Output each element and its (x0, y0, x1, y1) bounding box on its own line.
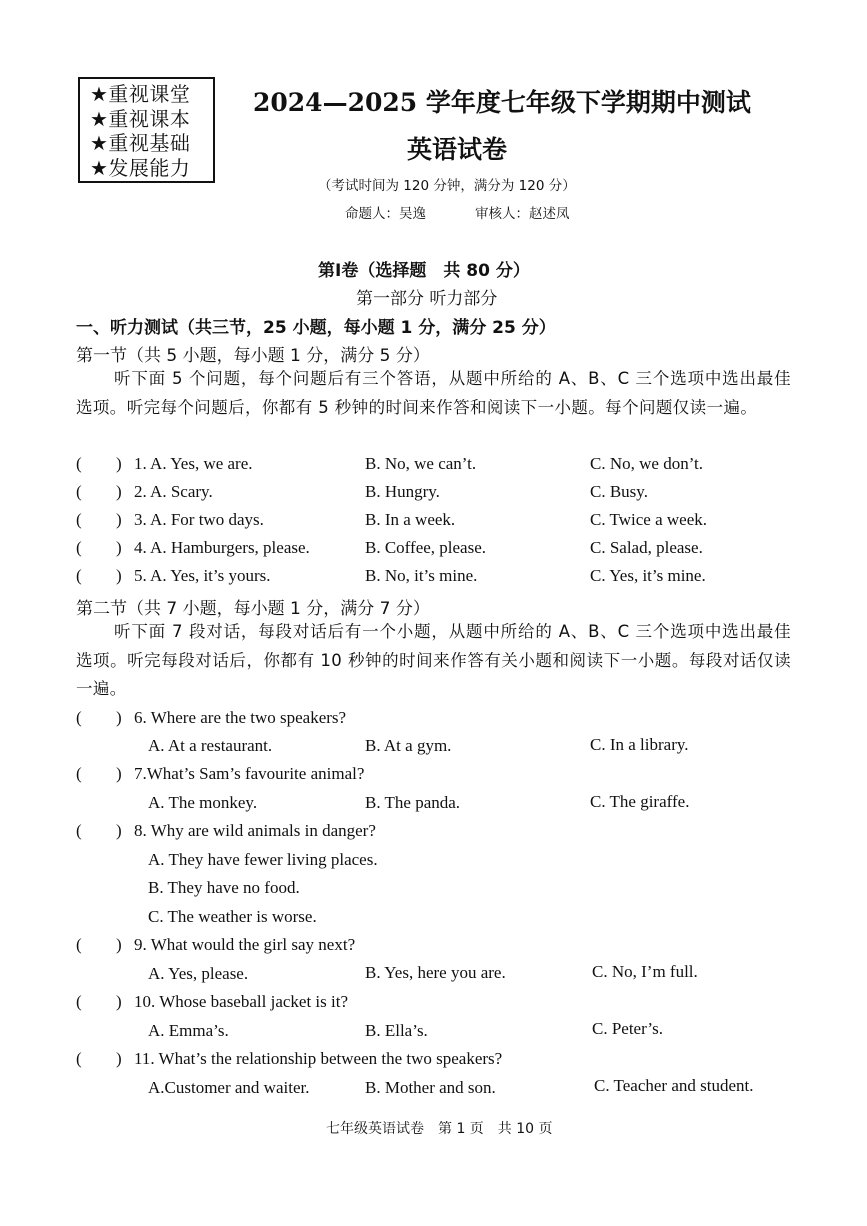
option-a: 5. A. Yes, it’s yours. (134, 566, 271, 585)
option-b: B. The panda. (365, 793, 461, 812)
question-stem: 11. What’s the relationship between the two speakers? (134, 1049, 503, 1068)
section-heading: 一、听力测试（共三节，25 小题，每小题 1 分，满分 25 分） (76, 318, 556, 338)
option-b: B. They have no food. (148, 878, 300, 897)
option-a: A. Emma’s. (148, 1021, 229, 1040)
question-stem: 8. Why are wild animals in danger? (134, 821, 376, 840)
exam-subtitle: 英语试卷 (407, 135, 508, 164)
answer-paren-open: ( (76, 821, 82, 840)
option-b: B. Ella’s. (365, 1021, 428, 1040)
subsection-2-heading: 第二节（共 7 小题，每小题 1 分，满分 7 分） (76, 599, 430, 619)
subsection-2-instructions: 听下面 7 段对话，每段对话后有一个小题，从题中所给的 A、B、C 三个选项中选出最佳选项。听完每段对话后，你都有 10 秒钟的时间来作答有关小题和阅读下一小题。每段对话仅读一遍。 (76, 622, 791, 698)
option-c: C. The weather is worse. (148, 907, 317, 926)
answer-paren-open: ( (76, 566, 82, 585)
option-c: C. Salad, please. (590, 538, 703, 557)
answer-paren-close: ) (116, 1049, 122, 1068)
option-b: B. Coffee, please. (365, 538, 487, 557)
question-stem-row (76, 821, 796, 843)
question-row (76, 538, 796, 560)
option-c: C. The giraffe. (590, 792, 690, 811)
option-c: C. No, we don’t. (590, 454, 704, 473)
option-c: C. No, I’m full. (592, 962, 698, 981)
motto-line: ★重视课堂 (90, 82, 191, 106)
option-b: B. No, it’s mine. (365, 566, 478, 585)
option-c: C. Teacher and student. (594, 1076, 754, 1095)
option-a: 3. A. For two days. (134, 510, 264, 529)
exam-title: 2024—2025 学年度七年级下学期期中测试 (253, 88, 751, 117)
answer-paren-open: ( (76, 935, 82, 954)
motto-line: ★重视基础 (90, 131, 191, 155)
question-row (76, 510, 796, 532)
answer-paren-close: ) (116, 454, 122, 473)
option-c: C. Yes, it’s mine. (590, 566, 706, 585)
option-a: A. They have fewer living places. (148, 850, 378, 869)
option-a: A.Customer and waiter. (148, 1078, 310, 1097)
reviewer: 审核人：赵述凤 (475, 206, 570, 222)
motto-line: ★重视课本 (90, 106, 191, 131)
question-row (76, 482, 796, 504)
author: 命题人：吴逸 (345, 206, 426, 222)
subsection-1-heading: 第一节（共 5 小题，每小题 1 分，满分 5 分） (76, 346, 430, 366)
question-stem: 9. What would the girl say next? (134, 935, 356, 954)
question-stem-row (76, 935, 796, 957)
option-c: C. Busy. (590, 482, 648, 501)
answer-paren-open: ( (76, 538, 82, 557)
question-row (76, 454, 796, 476)
answer-paren-open: ( (76, 482, 82, 501)
exam-info: （考试时间为 120 分钟，满分为 120 分） (318, 178, 576, 194)
answer-paren-open: ( (76, 1049, 82, 1068)
option-c: C. In a library. (590, 735, 689, 754)
answer-paren-open: ( (76, 454, 82, 473)
answer-paren-close: ) (116, 708, 122, 727)
option-b: B. Hungry. (365, 482, 440, 501)
question-stem: 10. Whose baseball jacket is it? (134, 992, 349, 1011)
option-b: B. At a gym. (365, 736, 452, 755)
subsection-1-instructions: 听下面 5 个问题，每个问题后有三个答语，从题中所给的 A、B、C 三个选项中选出最佳选项。听完每个问题后，你都有 5 秒钟的时间来作答和阅读下一小题。每个问题仅读一遍。 (76, 369, 791, 417)
answer-paren-close: ) (116, 764, 122, 783)
option-a: 4. A. Hamburgers, please. (134, 538, 310, 557)
option-b: B. Mother and son. (365, 1078, 496, 1097)
option-c: C. Twice a week. (590, 510, 707, 529)
answer-paren-open: ( (76, 708, 82, 727)
answer-paren-close: ) (116, 821, 122, 840)
motto-line: ★发展能力 (90, 155, 191, 180)
page-footer: 七年级英语试卷 第 1 页 共 10 页 (326, 1121, 553, 1137)
question-stem-row (76, 764, 796, 786)
option-b: B. In a week. (365, 510, 456, 529)
option-a: 2. A. Scary. (134, 482, 213, 501)
question-stem-row (76, 1049, 796, 1071)
answer-paren-open: ( (76, 764, 82, 783)
answer-paren-close: ) (116, 992, 122, 1011)
option-a: 1. A. Yes, we are. (134, 454, 253, 473)
answer-paren-close: ) (116, 566, 122, 585)
option-a: A. Yes, please. (148, 964, 249, 983)
answer-paren-close: ) (116, 935, 122, 954)
question-stem-row (76, 708, 796, 730)
answer-paren-close: ) (116, 510, 122, 529)
question-stem: 7.What’s Sam’s favourite animal? (134, 764, 365, 783)
option-c: C. Peter’s. (592, 1019, 663, 1038)
part-heading: 第一部分 听力部分 (356, 289, 498, 309)
option-b: B. No, we can’t. (365, 454, 477, 473)
question-row (76, 566, 796, 588)
option-a: A. The monkey. (148, 793, 258, 812)
answer-paren-open: ( (76, 992, 82, 1011)
option-b: B. Yes, here you are. (365, 963, 506, 982)
option-a: A. At a restaurant. (148, 736, 273, 755)
answer-paren-close: ) (116, 482, 122, 501)
answer-paren-close: ) (116, 538, 122, 557)
question-stem: 6. Where are the two speakers? (134, 708, 347, 727)
question-stem-row (76, 992, 796, 1014)
volume-heading: 第Ⅰ卷（选择题 共 80 分） (318, 261, 530, 281)
motto-box (78, 77, 215, 183)
answer-paren-open: ( (76, 510, 82, 529)
